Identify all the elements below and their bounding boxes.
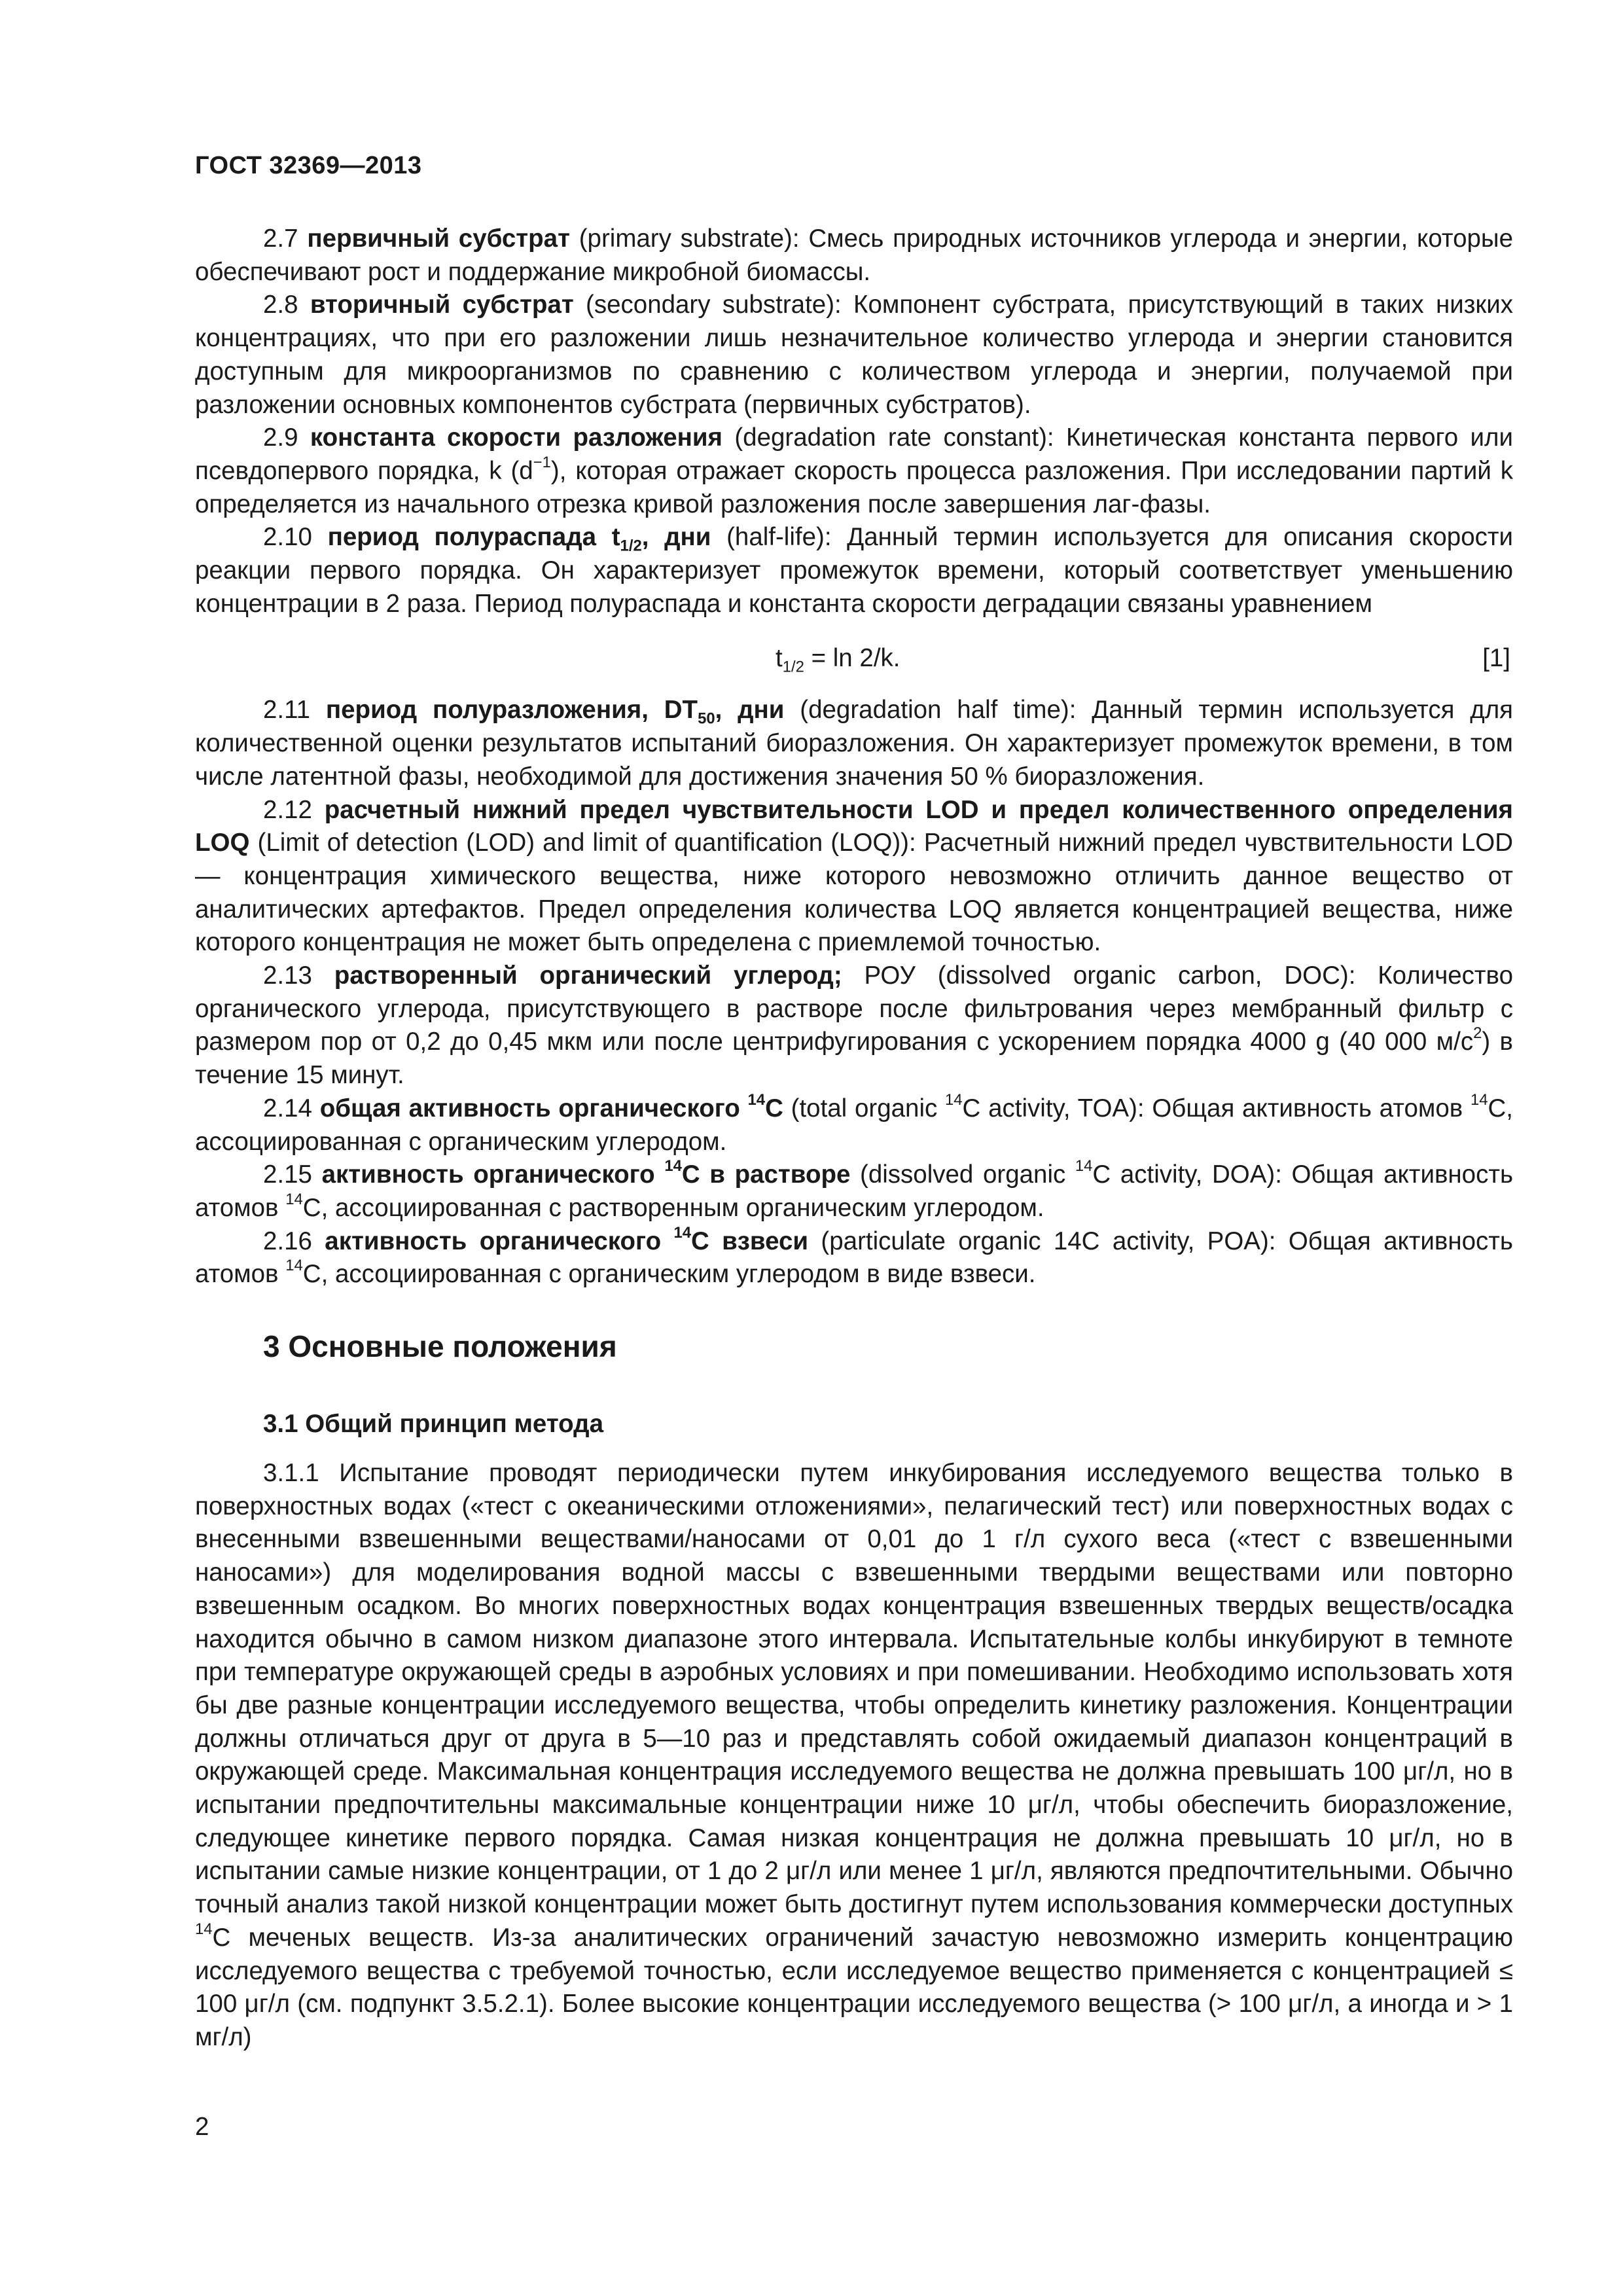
- term-part: активность органического: [325, 1227, 674, 1255]
- superscript: 14: [1470, 1090, 1488, 1109]
- term-part: С в растворе: [681, 1160, 851, 1189]
- formula-block: [195, 620, 1513, 694]
- definition-number: 2.12: [263, 795, 312, 824]
- subscript: 50: [698, 709, 715, 728]
- definition-term: [321, 1157, 851, 1189]
- subscript: 1/2: [620, 537, 642, 555]
- definition-term: [327, 523, 711, 555]
- formula: [776, 644, 901, 676]
- definition-text: (dissolved organic: [850, 1160, 1075, 1189]
- term-part: С взвеси: [690, 1227, 809, 1255]
- superscript: 14: [945, 1090, 963, 1109]
- section-body: [195, 1457, 1513, 2054]
- definition-text: С, ассоциированная с растворенным органическим углеродом.: [302, 1193, 1044, 1222]
- definition-2-16: [195, 1225, 1513, 1291]
- superscript: 14: [1075, 1157, 1093, 1175]
- subscript: 1/2: [782, 658, 804, 676]
- paragraph-3-1-1: [195, 1457, 1513, 2054]
- superscript: 14: [664, 1157, 682, 1175]
- definition-text: C activity, TOA): Общая активность атомов: [962, 1094, 1471, 1122]
- definition-term: константа скорости разложения: [310, 423, 723, 452]
- definition-text: (half-life): Данный термин используется для описания скорости реакции первого порядка. Он характеризует промежуток времени, который соответствует уменьшению концентрации в 2 раза. Период полураспада и константа скорости деградации связаны уравнением: [195, 523, 1514, 618]
- definition-term: растворенный органический углерод;: [334, 961, 842, 990]
- definition-term: расчетный нижний предел чувствительности LOD и предел количественного определения LOQ: [195, 795, 1513, 857]
- superscript: 14: [195, 1920, 213, 1938]
- definition-number: 2.10: [263, 523, 312, 552]
- section-heading: 3 Основные положения: [263, 1329, 617, 1363]
- superscript: 14: [673, 1223, 691, 1242]
- definition-number: 2.14: [263, 1094, 312, 1122]
- definition-number: 2.9: [263, 423, 298, 452]
- definition-2-11: [195, 694, 1513, 793]
- definition-text: РОУ (dissolved organic carbon, DOC): Количество органического углерода, присутствующего в растворе после фильтрования через мембранный фильтр с размером пор от 0,2 до 0,45 мкм или после центрифугирования с ускорением порядка 4000 g (40 000 м/с: [195, 961, 1513, 1056]
- definition-text: (degradation rate constant): Кинетическая константа первого или псевдопервого порядка, k (d: [195, 423, 1513, 485]
- definition-2-7: [195, 223, 1513, 289]
- definition-text: С, ассоциированная с органическим углеродом в виде взвеси.: [302, 1260, 1036, 1289]
- definition-2-14: [195, 1092, 1513, 1158]
- definition-term: вторичный субстрат: [310, 291, 574, 319]
- term-part: , дни: [641, 523, 711, 552]
- definition-text: (degradation half time): Данный термин используется для количественной оценки результатов испытаний биоразложения. Он характеризует промежуток времени, в том числе латентной фазы, необходимой для достижения значения 50 % биоразложения.: [195, 696, 1514, 791]
- definition-text: (total organic: [783, 1094, 945, 1122]
- definition-term: [319, 1090, 783, 1122]
- definition-2-15: [195, 1158, 1513, 1225]
- document-header: ГОСТ 32369—2013: [195, 152, 422, 179]
- definition-text: ) в течение 15 минут.: [195, 1028, 1513, 1090]
- definition-2-8: [195, 289, 1513, 422]
- term-part: период полуразложения, DT: [325, 696, 698, 725]
- definition-number: 2.13: [263, 961, 312, 990]
- definition-text: (particulate organic 14C activity, POA): Общая активность атомов: [195, 1227, 1513, 1289]
- superscript: 14: [747, 1090, 766, 1109]
- definition-2-12: [195, 794, 1513, 960]
- superscript: 2: [1473, 1024, 1482, 1043]
- page-number: 2: [195, 2113, 209, 2141]
- term-part: общая активность органического: [319, 1094, 748, 1122]
- superscript: −1: [533, 454, 551, 472]
- definition-number: 2.16: [263, 1227, 312, 1255]
- formula-rhs: = ln 2/k.: [804, 644, 901, 673]
- term-part: активность органического: [321, 1160, 665, 1189]
- superscript: 14: [285, 1191, 303, 1209]
- subsection-heading: 3.1 Общий принцип метода: [263, 1410, 604, 1438]
- definition-text: С, ассоциированная с органическим углеродом.: [195, 1094, 1513, 1156]
- definition-2-9: [195, 422, 1513, 521]
- definition-number: 2.11: [263, 696, 311, 725]
- definition-number: 2.8: [263, 291, 298, 319]
- definition-number: 2.7: [263, 224, 298, 253]
- definition-2-13: [195, 960, 1513, 1092]
- definition-number: 2.15: [263, 1160, 312, 1189]
- equation-number: [1]: [1482, 644, 1510, 673]
- superscript: 14: [285, 1257, 303, 1275]
- definition-text: ), которая отражает скорость процесса разложения. При исследовании партий k определяется из начального отрезка кривой разложения после завершения лаг-фазы.: [195, 456, 1513, 518]
- paragraph-text: С меченых веществ. Из-за аналитических ограничений зачастую невозможно измерить концентрацию исследуемого вещества с требуемой точностью, если исследуемое вещество применяется с концентрацией ≤ 100 μг/л (см. подпункт 3.5.2.1). Более высокие концентрации исследуемого вещества (> 100 μг/л, а иногда и > 1 мг/л): [195, 1923, 1513, 2051]
- definition-term: первичный субстрат: [307, 224, 570, 253]
- definitions-list: [195, 223, 1513, 1291]
- definition-2-10: [195, 521, 1513, 620]
- definition-text: C activity, DOA): Общая активность атомов: [195, 1160, 1514, 1222]
- formula-lhs: t: [776, 644, 783, 673]
- definition-text: (primary substrate): Смесь природных источников углерода и энергии, которые обеспечивают рост и поддержание микробной биомассы.: [195, 224, 1514, 286]
- definition-text: (Limit of detection (LOD) and limit of quantification (LOQ)): Расчетный нижний предел чувствительности LOD — концентрация химического вещества, ниже которого невозможно отличить данное вещество от аналитических артефактов. Предел определения количества LOQ является концентрацией вещества, ниже которого концентрация не может быть определена с приемлемой точностью.: [195, 829, 1513, 957]
- definition-term: [325, 1223, 809, 1255]
- paragraph-text: 3.1.1 Испытание проводят периодически путем инкубирования исследуемого вещества только в поверхностных водах («тест с океаническими отложениями», пелагический тест) или поверхностных водах с внесенными взвешенными веществами/наносами от 0,01 до 1 г/л сухого веса («тест с взвешенными наносами») для моделирования водной массы с взвешенными твердыми веществами или повторно взвешенным осадком. Во многих поверхностных водах концентрация взвешенных твердых веществ/осадка находится обычно в самом низком диапазоне этого интервала. Испытательные колбы инкубируют в темноте при температуре окружающей среды в аэробных условиях и при помешивании. Необходимо использовать хотя бы две разные концентрации исследуемого вещества, чтобы определить кинетику разложения. Концентрации должны отличаться друг от друга в 5—10 раз и представлять собой ожидаемый диапазон концентраций в окружающей среде. Максимальная концентрация исследуемого вещества не должна превышать 100 μг/л, но в испытании предпочтительны максимальные концентрации ниже 10 μг/л, чтобы обеспечить биоразложение, следующее кинетике первого порядка. Самая низкая концентрация не должна превышать 10 μг/л, но в испытании самые низкие концентрации, от 1 до 2 μг/л или менее 1 μг/л, являются предпочтительными. Обычно точный анализ такой низкой концентрации может быть достигнут путем использования коммерчески доступных: [195, 1459, 1513, 1919]
- term-part: , дни: [715, 696, 785, 725]
- definition-term: [325, 696, 785, 728]
- definition-text: (secondary substrate): Компонент субстрата, присутствующий в таких низких концентрациях, что при его разложении лишь незначительное количество углерода и энергии становится доступным для микроорганизмов по сравнению с количеством углерода и энергии, получаемой при разложении основных компонентов субстрата (первичных субстратов).: [195, 291, 1513, 419]
- term-part: период полураспада t: [327, 523, 620, 552]
- term-part: С: [765, 1094, 783, 1122]
